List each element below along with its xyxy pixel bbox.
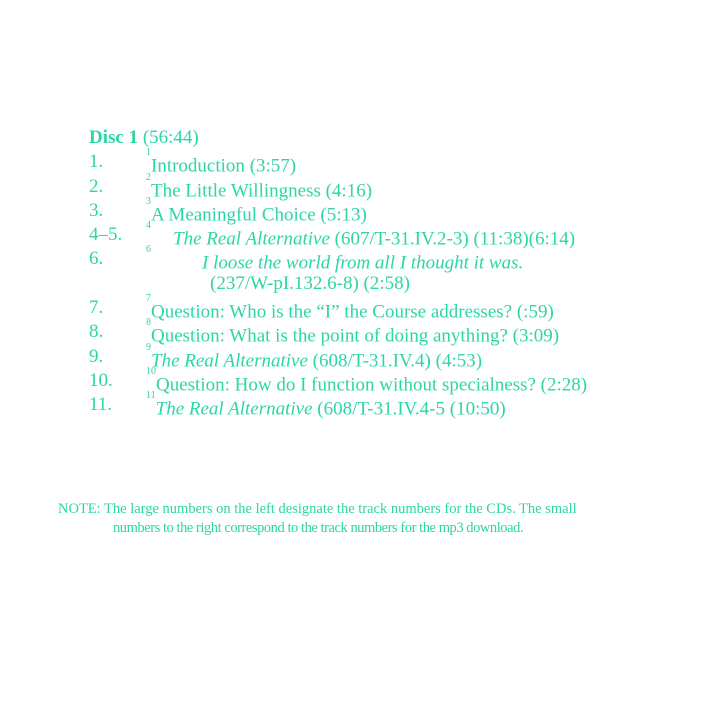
cd-track-number: 7. — [89, 297, 104, 319]
cd-track-number: 10. — [89, 369, 113, 391]
track-row — [89, 171, 709, 201]
track-title: Question: Who is the “I” the Course addresses? (:59) — [151, 301, 554, 323]
mp3-track-number: 9 — [146, 341, 151, 353]
track-title: Introduction — [151, 155, 245, 177]
track-title: The Real Alternative — [173, 228, 330, 250]
cd-track-number: 2. — [89, 175, 104, 197]
mp3-track-number: 10 — [146, 365, 156, 377]
track-content — [146, 390, 506, 422]
track-list — [89, 126, 709, 418]
cd-track-number: 1. — [89, 151, 104, 173]
track-title: I loose the world from all I thought it was. — [202, 252, 524, 274]
track-row — [89, 220, 709, 250]
cd-track-number: 9. — [89, 345, 104, 367]
track-title: The Real Alternative — [155, 398, 313, 420]
track-row — [89, 390, 709, 420]
mp3-track-number: 7 — [146, 293, 151, 305]
track-details: (237/W-pI.132.6-8) (2:58) — [210, 272, 410, 294]
mp3-track-number: 4 — [146, 220, 151, 232]
cd-track-number: 11. — [89, 394, 113, 416]
track-row — [89, 195, 709, 226]
mp3-track-number: 1 — [146, 147, 151, 159]
track-title: The Little Willingness — [151, 179, 321, 201]
mp3-track-number: 6 — [146, 244, 151, 256]
track-title: Question: How do I function without specialness? (2:28) — [156, 374, 588, 396]
note-line-2: numbers to the right correspond to the track numbers for the mp3 download. — [113, 520, 524, 536]
track-details: (608/T-31.IV.4-5 (10:50) — [312, 398, 506, 420]
note — [58, 500, 698, 538]
mp3-track-number: 2 — [146, 171, 151, 183]
track-details: (4:16) — [320, 179, 373, 201]
track-details: (5:13) — [315, 204, 367, 226]
track-details: (608/T-31.IV.4) (4:53) — [307, 350, 483, 371]
disc-duration: (56:44) — [142, 127, 199, 148]
mp3-track-number: 11 — [146, 390, 156, 402]
track-row — [89, 147, 709, 177]
track-row — [89, 317, 709, 347]
track-details: (3:57) — [244, 155, 297, 177]
mp3-track-number: 8 — [146, 317, 151, 329]
cd-track-number: 8. — [89, 321, 104, 343]
disc-header — [89, 126, 709, 150]
cd-track-number: 3. — [89, 199, 104, 221]
track-title: Question: What is the point of doing anything? (3:09) — [151, 325, 560, 347]
track-row — [89, 244, 709, 296]
cd-track-number: 6. — [89, 248, 104, 270]
mp3-track-number: 3 — [146, 195, 151, 207]
cd-track-number: 4–5. — [89, 224, 123, 246]
track-details: (607/T-31.IV.2-3) (11:38)(6:14) — [329, 228, 576, 250]
track-title: The Real Alternative — [151, 350, 308, 371]
track-row — [89, 293, 709, 323]
disc-title: Disc 1 — [89, 127, 139, 148]
track-title: A Meaningful Choice — [151, 204, 316, 226]
note-line-1: NOTE: The large numbers on the left designate the track numbers for the CDs. The small — [58, 501, 577, 517]
